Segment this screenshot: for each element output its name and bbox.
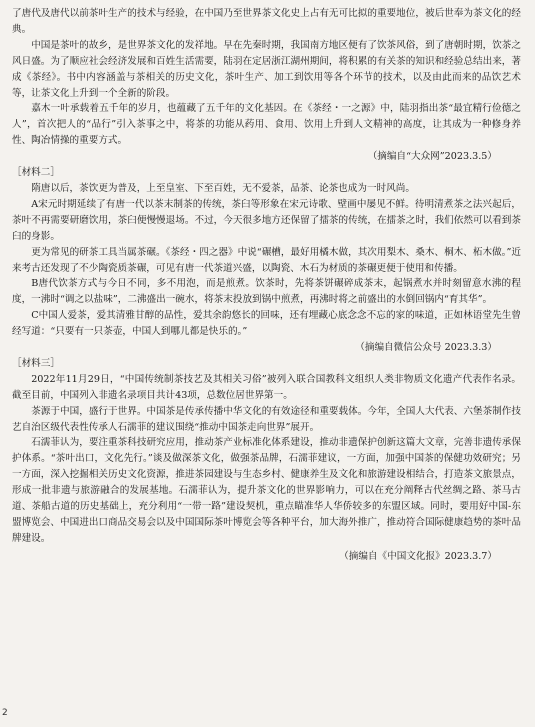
material-two-paragraph-1: 隋唐以后，茶饮更为普及，上至皇室、下至百姓，无不爱茶，品茶、论茶也成为一时风尚。 [31, 182, 415, 194]
material-two-paragraph-3: 更为常见的研茶工具当属茶碾。《茶经・四之器》中说“碾槽，最好用橘木做，其次用梨木、桑木、桐木、柘木做。”近来考古还发现了不少陶瓷质茶碾，可见有唐一代茶道兴盛，以陶瓷、木石为材质的茶碾更便于使用和传播。 [12, 246, 521, 274]
material-two-section [12, 165, 521, 356]
material-three-paragraph-1: 2022年11月29日，“中国传统制茶技艺及其相关习俗”被列入联合国教科文组织人类非物质文化遗产代表作名录。截至目前，中国列入非遗名录项目共计43项，总数位居世界第一。 [12, 373, 521, 401]
material-one-paragraph-0: 了唐代及唐代以前茶叶生产的技术与经验，在中国乃至世界茶文化史上占有无可比拟的重要地位，被后世奉为茶文化的经典。 [12, 8, 521, 35]
material-one-paragraph-1: 中国是茶叶的故乡，是世界茶文化的发祥地。早在先秦时期，我国南方地区便有了饮茶风俗，到了唐朝时期，饮茶之风日盛。为了顺应社会经济发展和百姓生活需要，陆羽在定居浙江湖州期间，将积累的有关茶的知识和经验总结出来，著成《茶经》。书中内容涵盖与茶相关的历史文化，茶叶生产、加工到饮用等各个环节的技术，以及由此而来的品饮艺术等，让茶文化上升到一个全新的阶段。 [12, 39, 521, 99]
material-one-source: （摘编自“大众网”2023.3.5） [367, 151, 497, 163]
material-three-paragraph-3: 石濡菲认为，要注重茶科技研究应用，推动茶产业标准化体系建设，推动非遗保护创新这篇大文章，完善非遗传承保护体系。“茶叶出口，文化先行。”谈及做深茶文化，做强茶品牌，石濡菲建议，一方面，加强中国茶的保健功效研究；另一方面，深入挖掘相关历史文化资源，推进茶园建设与生态乡村、健康养生及文化和旅游建设相结合，打造茶文旅景点，形成一批非遗与旅游融合的发展基地。石濡菲认为，提升茶文化的世界影响力，可以在充分阐释古代丝绸之路、茶马古道、茶船古道的历史基础上，充分利用“一带一路”建设契机，重点瞄准华人华侨较多的东盟区域。同时，要用好中国-东盟博览会、中国进出口商品交易会以及中国国际茶叶博览会等各种平台，加大海外推广，推动符合国际健康趋势的茶叶品牌建设。 [12, 437, 521, 544]
material-two-paragraph-5: C中国人爱茶，爱其清雅甘醇的品性，爱其余韵悠长的回味，还有埋藏心底念念不忘的家的味道，正如林语堂先生曾经写道：“只要有一只茶壶，中国人到哪儿都是快乐的。” [12, 310, 521, 338]
material-one-section [12, 6, 521, 165]
material-two-paragraph-2: A宋元时期延续了有唐一代以茶末制茶的传统，茶臼等形象在宋元诗歌、壁画中屡见不鲜。待明清煮茶之法兴起后，茶叶不再需要研磨饮用，茶臼便慢慢退场。不过，今天很多地方还保留了擂茶的传统，在擂茶之时，我们依然可以看到茶臼的身影。 [12, 198, 521, 242]
material-two-paragraph-4: B唐代饮茶方式与今日不同，多不用泡，而是煎煮。饮茶时，先将茶饼碾碎成茶末，起锅煮水并时刻留意水沸的程度，一沸时“调之以盐味”，二沸盛出一碗水，将茶末投放到锅中煎煮，再沸时将之前盛出的水倒回锅内“育其华”。 [12, 278, 521, 306]
material-three-header: ［材料三］ [12, 357, 60, 369]
page-number: 2 [2, 708, 8, 718]
material-two-header: ［材料二］ [12, 167, 60, 179]
material-three-paragraph-2: 茶源于中国，盛行于世界。中国茶是传承传播中华文化的有效途径和重要载体。今年，全国人大代表、六堡茶制作技艺自治区级代表性传承人石濡菲的建议围绕“推动中国茶走向世界”展开。 [12, 405, 521, 433]
material-two-source: （摘编自微信公众号 2023.3.3） [355, 342, 497, 354]
material-three-source: （摘编自《中国文化报》2023.3.7） [339, 550, 497, 562]
material-three-section [12, 356, 521, 565]
material-one-paragraph-2: 嘉木一叶承载着五千年的岁月，也蕴藏了五千年的文化基因。在《茶经・一之源》中，陆羽指出茶“最宜精行俭德之人”，首次把人的“品行”引入茶事之中，将茶的功能从药用、食用、饮用上升到人文精神的高度，让其成为一种修身养性、陶冶情操的重要方式。 [12, 103, 521, 147]
